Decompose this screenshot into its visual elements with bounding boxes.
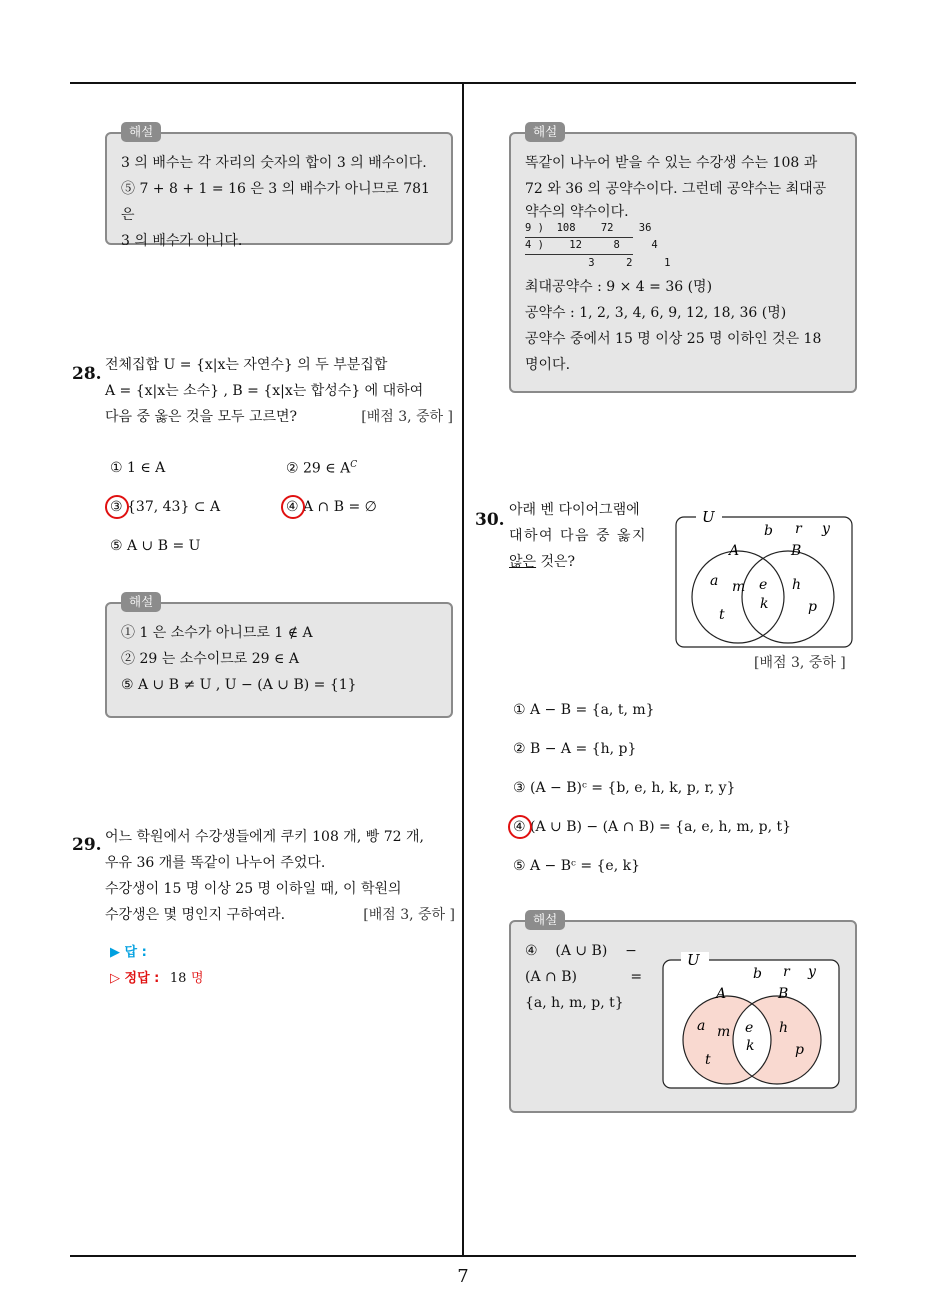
q30-question <box>509 497 659 575</box>
solution-tag: 해설 <box>121 592 161 612</box>
q30-solution-box <box>509 912 857 1113</box>
solution-line: 3 의 배수가 아니다. <box>121 233 243 249</box>
solution-line: 3 의 배수는 각 자리의 숫자의 합이 3 의 배수이다. <box>121 155 427 171</box>
solution-line: ① 1 은 소수가 아니므로 1 ∉ A <box>121 625 313 641</box>
universe-label: U <box>702 508 715 526</box>
venn-element: r <box>795 521 802 537</box>
solution-line: {a, h, m, p, t} <box>525 995 624 1011</box>
answer-mark-circle <box>281 495 305 519</box>
question-number: 30. <box>475 510 505 530</box>
venn-element: e <box>745 1020 754 1036</box>
solution-tag: 해설 <box>525 910 565 930</box>
venn-element: a <box>697 1018 706 1034</box>
solution-tag: 해설 <box>121 122 161 142</box>
score-badge: [배점 3, 중하 ] <box>754 655 846 671</box>
q30-option-2[interactable]: ② B − A = {h, p} <box>513 741 637 757</box>
venn-element: t <box>705 1052 711 1068</box>
q29-question <box>105 824 455 928</box>
score-badge: [배점 3, 중하 ] <box>361 409 453 425</box>
division-ladder <box>525 222 843 274</box>
correct-answer <box>110 967 204 986</box>
set-a-label: A <box>716 986 727 1002</box>
venn-element: h <box>779 1020 789 1036</box>
set-a-circle <box>692 551 784 643</box>
venn-element: b <box>753 966 762 982</box>
center-divider <box>462 83 464 1256</box>
solution-line: 공약수 : 1, 2, 3, 4, 6, 9, 12, 18, 36 (명) <box>525 305 787 321</box>
question-line: 어느 학원에서 수강생들에게 쿠키 108 개, 빵 72 개, <box>105 829 424 845</box>
solution-line: ② 29 는 소수이므로 29 ∈ A <box>121 651 299 667</box>
option-superscript: C <box>350 460 358 470</box>
venn-element: p <box>795 1042 804 1058</box>
score-badge: [배점 3, 중하 ] <box>363 907 455 923</box>
venn-element: m <box>732 579 746 595</box>
solution-line: ⑤ A ∪ B ≠ U , U − (A ∪ B) = {1} <box>121 677 357 693</box>
set-a-label: A <box>729 543 740 559</box>
division-row: 3 2 1 <box>525 257 671 269</box>
solution-line: 72 와 36 의 공약수이다. 그런데 공약수는 최대공 <box>525 181 827 197</box>
question-line: 것은? <box>536 554 576 570</box>
underlined-word: 않은 <box>509 554 537 570</box>
question-line: 다음 중 옳은 것을 모두 고르면? <box>105 409 298 425</box>
correct-answer-value: 18 <box>169 971 187 986</box>
division-row: 4 ) 12 8 4 <box>525 237 633 255</box>
q30-option-1[interactable]: ① A − B = {a, t, m} <box>513 702 655 718</box>
venn-element: r <box>783 964 790 980</box>
q28-question <box>105 352 453 430</box>
answer-input-label[interactable]: ▶ 답 : <box>110 945 147 960</box>
question-line: A = {x|x는 소수} , B = {x|x는 합성수} 에 대하여 <box>105 383 424 399</box>
correct-answer-unit: 명 <box>190 971 204 986</box>
solution-line: 최대공약수 : 9 × 4 = 36 (명) <box>525 279 713 295</box>
venn-element: a <box>710 573 719 589</box>
set-b-label: B <box>778 986 789 1002</box>
venn-element: k <box>746 1038 755 1054</box>
q30-option-5[interactable]: ⑤ A − Bᶜ = {e, k} <box>513 858 640 874</box>
venn-element: h <box>792 577 802 593</box>
question-line: 대하여 다음 중 옳지 <box>509 528 648 544</box>
q28-option-3[interactable]: ③ {37, 43} ⊂ A <box>110 499 221 515</box>
q28-option-5[interactable]: ⑤ A ∪ B = U <box>110 538 201 554</box>
solution-line: 똑같이 나누어 받을 수 있는 수강생 수는 108 과 <box>525 155 818 171</box>
venn-element: b <box>764 523 773 539</box>
venn-element: y <box>822 521 830 537</box>
set-b-label: B <box>791 543 802 559</box>
venn-element: p <box>808 599 817 615</box>
question-line: 수강생이 15 명 이상 25 명 이하일 때, 이 학원의 <box>105 881 402 897</box>
set-b-circle <box>742 551 834 643</box>
venn-element: k <box>760 596 769 612</box>
venn-element: e <box>759 577 768 593</box>
solution-line: 공약수 중에서 15 명 이상 25 명 이하인 것은 18 <box>525 331 822 347</box>
q30-option-3[interactable]: ③ (A − B)ᶜ = {b, e, h, k, p, r, y} <box>513 780 736 796</box>
question-line: 수강생은 몇 명인지 구하여라. <box>105 907 286 923</box>
solution-line: ④ (A ∪ B) − <box>525 943 637 959</box>
division-row: 9 ) 108 72 36 <box>525 220 633 238</box>
venn-diagram-highlighted <box>661 950 841 1092</box>
question-line: 아래 벤 다이어그램에 <box>509 502 640 518</box>
answer-mark-circle <box>508 815 532 839</box>
question-line: 전체집합 U = {x|x는 자연수} 의 두 부분집합 <box>105 357 388 373</box>
answer-mark-circle <box>105 495 129 519</box>
q29-solution-box <box>509 124 857 393</box>
q28-option-2[interactable] <box>286 460 357 477</box>
venn-element: y <box>808 964 816 980</box>
q28-solution-box <box>105 594 453 718</box>
question-number: 28. <box>72 364 102 384</box>
universe-label: U <box>687 951 700 969</box>
correct-answer-label: ▷ 정답 : <box>110 971 160 986</box>
venn-element: m <box>717 1024 731 1040</box>
option-text: ② 29 ∈ A <box>286 460 351 477</box>
solution-line: (A ∩ B) = <box>525 969 643 985</box>
venn-element: t <box>719 607 725 623</box>
q30-option-4[interactable]: ④ (A ∪ B) − (A ∩ B) = {a, e, h, m, p, t} <box>513 819 791 835</box>
solution-tag: 해설 <box>525 122 565 142</box>
page-number: 7 <box>457 1266 469 1287</box>
q27-solution-box <box>105 124 453 249</box>
solution-line: 약수의 약수이다. <box>525 204 629 220</box>
solution-line: ⑤ 7 + 8 + 1 = 16 은 3 의 배수가 아니므로 781 은 <box>121 181 430 223</box>
q28-option-1[interactable]: ① 1 ∈ A <box>110 460 166 476</box>
solution-line: 명이다. <box>525 357 571 373</box>
q28-option-4[interactable]: ④ A ∩ B = ∅ <box>286 499 377 515</box>
venn-diagram <box>674 505 856 650</box>
question-line: 우유 36 개를 똑같이 나누어 주었다. <box>105 855 326 871</box>
question-number: 29. <box>72 835 102 855</box>
bottom-rule <box>70 1255 856 1257</box>
